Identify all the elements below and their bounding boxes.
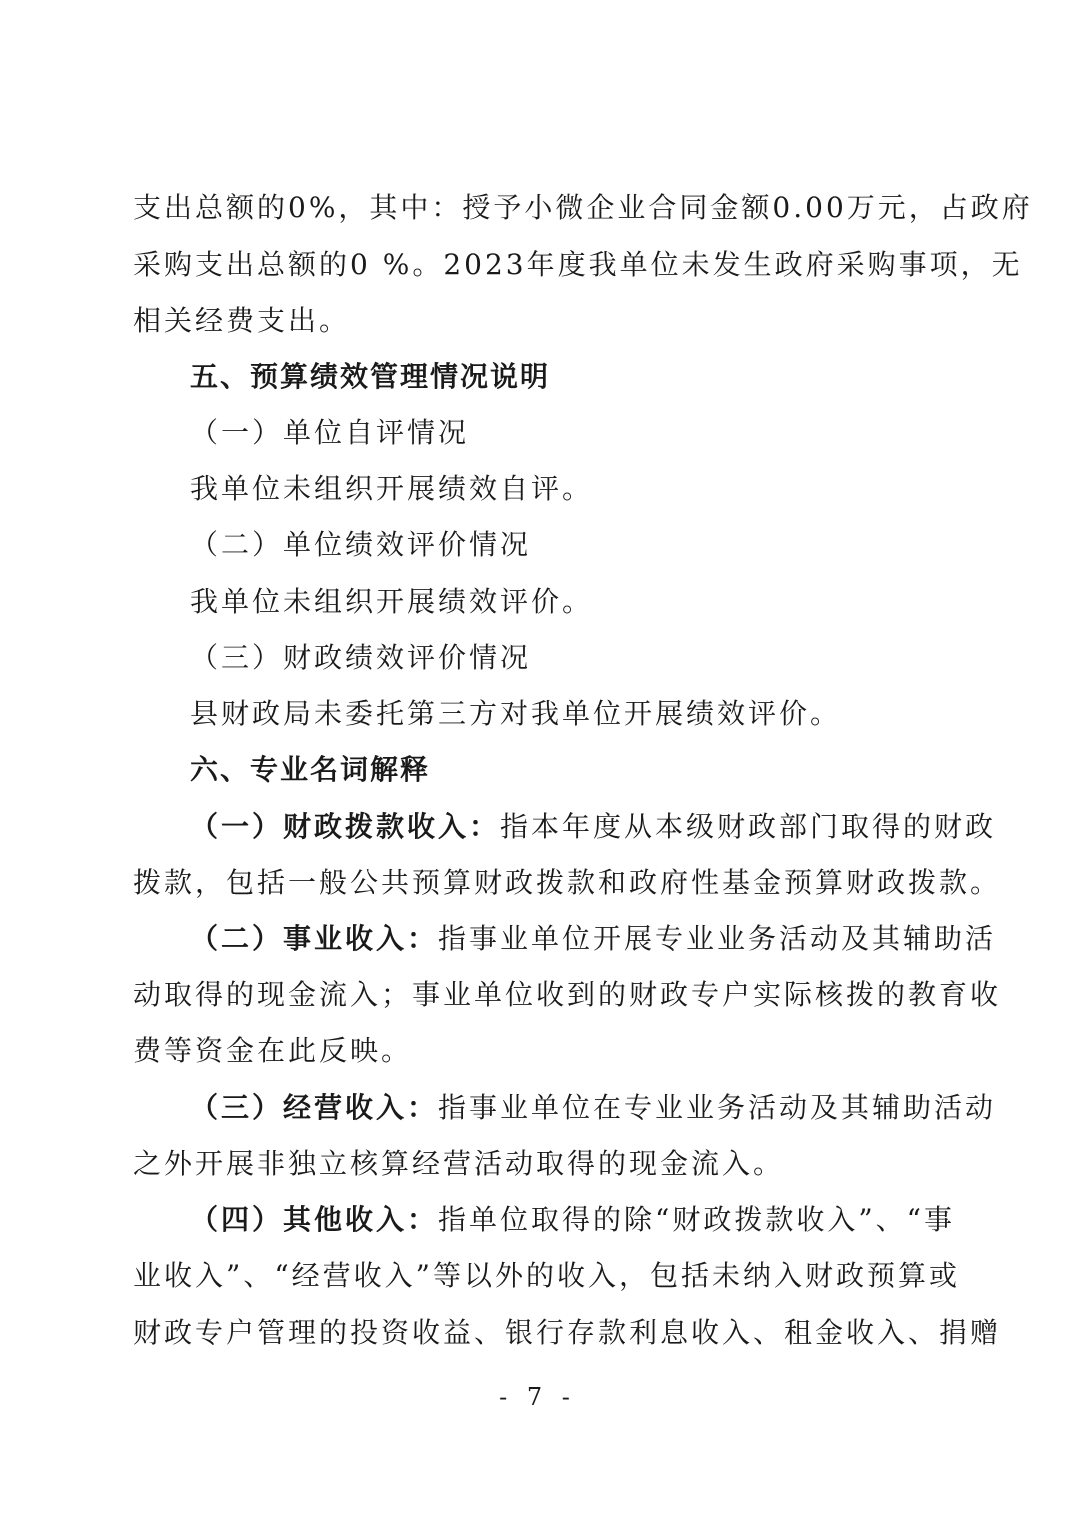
paragraph-line: 业收入”、“经营收入”等以外的收入，包括未纳入财政预算或: [133, 1259, 960, 1292]
subsection-text: 县财政局未委托第三方对我单位开展绩效评价。: [190, 697, 842, 730]
paragraph-line: 相关经费支出。: [133, 304, 351, 337]
term-paragraph: [190, 807, 997, 847]
subsection-text: 我单位未组织开展绩效评价。: [190, 585, 594, 618]
term-label: （三）经营收入：: [190, 1091, 439, 1124]
term-paragraph: [190, 1088, 997, 1128]
paragraph-line: 财政专户管理的投资收益、银行存款利息收入、租金收入、捐赠: [133, 1316, 1002, 1349]
term-definition: 指本年度从本级财政部门取得的财政: [500, 810, 997, 843]
term-definition: 指事业单位在专业业务活动及其辅助活动: [438, 1091, 997, 1124]
section-heading-5: 五、预算绩效管理情况说明: [190, 360, 551, 393]
term-label: （一）财政拨款收入：: [190, 810, 501, 843]
subsection-title: （二）单位绩效评价情况: [190, 528, 532, 561]
paragraph-line: 费等资金在此反映。: [133, 1034, 413, 1067]
section-heading-6: 六、专业名词解释: [190, 753, 431, 786]
paragraph-line: 支出总额的0%，其中：授予小微企业合同金额0.00万元，占政府: [133, 191, 1033, 224]
paragraph-line: 动取得的现金流入；事业单位收到的财政专户实际核拨的教育收: [133, 978, 1002, 1011]
term-paragraph: [190, 919, 997, 959]
page-number: - 7 -: [499, 1383, 576, 1411]
term-label: （四）其他收入：: [190, 1203, 439, 1236]
subsection-title: （一）单位自评情况: [190, 416, 470, 449]
term-definition: 指事业单位开展专业业务活动及其辅助活: [438, 922, 997, 955]
term-definition: 指单位取得的除“财政拨款收入”、“事: [438, 1203, 955, 1236]
term-paragraph: [190, 1200, 955, 1240]
paragraph-line: 之外开展非独立核算经营活动取得的现金流入。: [133, 1147, 785, 1180]
subsection-title: （三）财政绩效评价情况: [190, 641, 532, 674]
paragraph-line: 拨款，包括一般公共预算财政拨款和政府性基金预算财政拨款。: [133, 866, 1002, 899]
paragraph-line: 采购支出总额的0 %。2023年度我单位未发生政府采购事项，无: [133, 248, 1023, 281]
subsection-text: 我单位未组织开展绩效自评。: [190, 472, 594, 505]
term-label: （二）事业收入：: [190, 922, 439, 955]
